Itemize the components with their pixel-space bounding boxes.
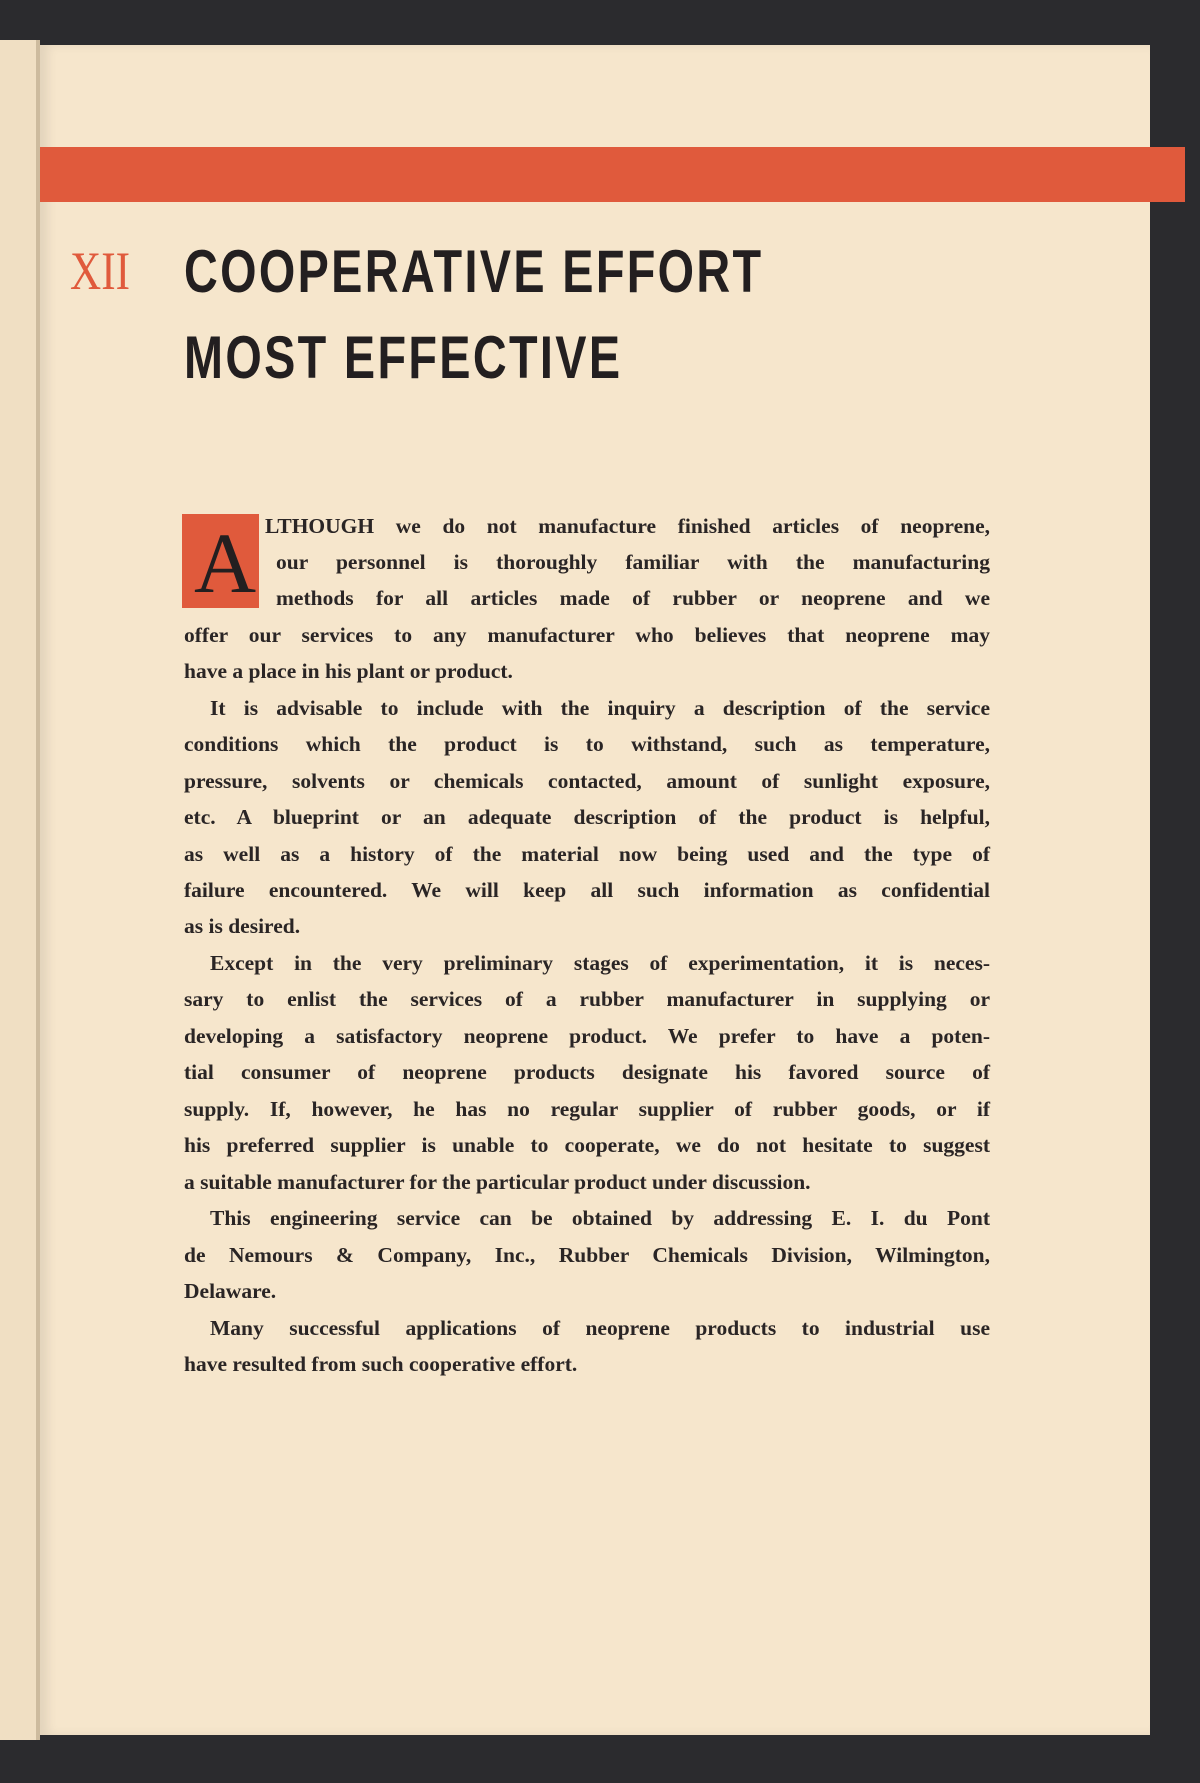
body-line: offer our services to any manufacturer who believes that neoprene may [184, 623, 990, 647]
body-line [265, 512, 990, 540]
body-line: as well as a history of the material now being used and the type of [184, 842, 990, 866]
body-line: his preferred supplier is unable to cooperate, we do not hesitate to suggest [184, 1133, 990, 1157]
body-line-text: we do not manufacture finished articles of neoprene, [374, 514, 990, 538]
body-line: Except in the very preliminary stages of experimentation, it is neces- [210, 951, 990, 975]
drop-cap-letter: A [194, 515, 257, 611]
facing-page-edge [0, 40, 40, 1740]
body-line: have a place in his plant or product. [184, 659, 513, 683]
body-line: etc. A blueprint or an adequate description of the product is helpful, [184, 805, 990, 829]
drop-cap [182, 514, 259, 611]
body-line: have resulted from such cooperative effort. [184, 1352, 578, 1376]
page-fold [36, 40, 40, 1740]
body-line: de Nemours & Company, Inc., Rubber Chemicals Division, Wilmington, [184, 1243, 990, 1267]
chapter-number: XII [70, 241, 130, 301]
body-line: It is advisable to include with the inquiry a description of the service [210, 696, 990, 720]
first-word-small-caps: LTHOUGH [265, 514, 375, 538]
body-line: tial consumer of neoprene products designate his favored source of [184, 1060, 990, 1084]
chapter-title-line-1: COOPERATIVE EFFORT [184, 238, 764, 305]
body-line: developing a satisfactory neoprene product. We prefer to have a poten- [184, 1024, 990, 1048]
chapter-title-line-2: MOST EFFECTIVE [184, 324, 623, 391]
body-line: pressure, solvents or chemicals contacted, amount of sunlight exposure, [184, 769, 990, 793]
body-line: Many successful applications of neoprene products to industrial use [210, 1316, 990, 1340]
body-line: our personnel is thoroughly familiar with the manufacturing [276, 550, 990, 574]
red-header-bar [40, 147, 1185, 202]
body-line: conditions which the product is to withstand, such as temperature, [184, 732, 990, 756]
body-line: failure encountered. We will keep all such information as confidential [184, 878, 990, 902]
body-line: sary to enlist the services of a rubber manufacturer in supplying or [184, 987, 990, 1011]
body-line: This engineering service can be obtained by addressing E. I. du Pont [210, 1206, 990, 1230]
body-line: as is desired. [184, 914, 301, 938]
body-line: supply. If, however, he has no regular supplier of rubber goods, or if [184, 1097, 990, 1121]
body-line: a suitable manufacturer for the particular product under discussion. [184, 1170, 811, 1194]
body-line: methods for all articles made of rubber or neoprene and we [276, 586, 990, 610]
body-line: Delaware. [184, 1279, 277, 1303]
